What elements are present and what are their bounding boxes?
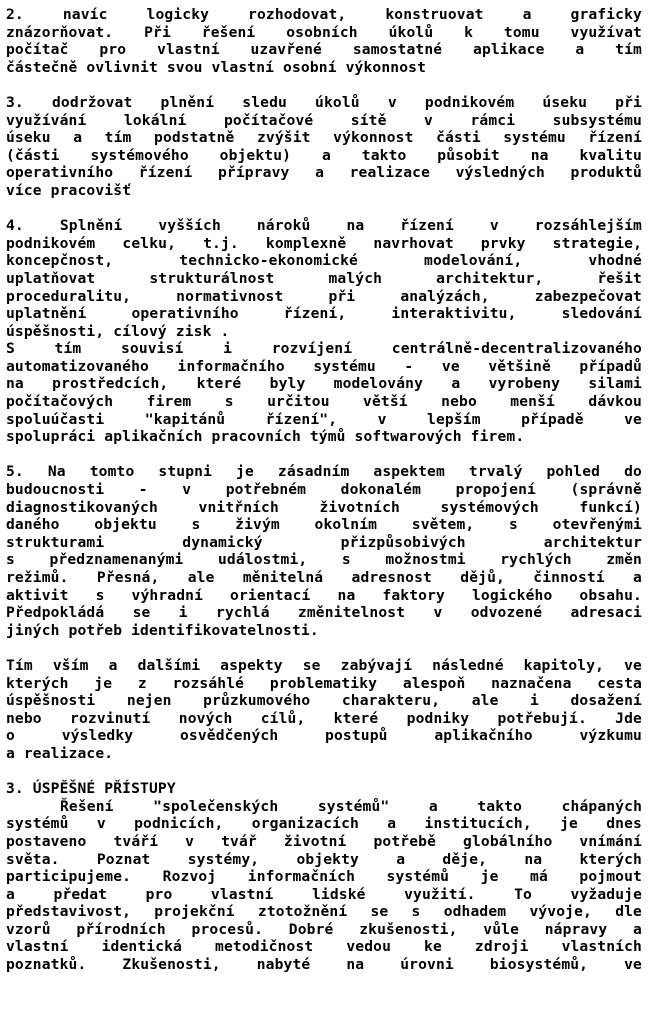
text-line: s předznamenanými událostmi, s možnostmi rychlých změn bbox=[6, 551, 642, 569]
text-line: počítačových firem s určitou větší nebo menší dávkou bbox=[6, 393, 642, 411]
text-line: vzorů přírodních procesů. Dobré zkušenosti, vůle nápravy a bbox=[6, 920, 642, 938]
text-line: využívání lokální počítačové sítě v rámci subsystému bbox=[6, 111, 642, 129]
text-line: spoluúčasti "kapitánů řízení", v lepším případě ve bbox=[6, 410, 642, 428]
text-line: diagnostikovaných vnitřních životních systémových funkcí) bbox=[6, 498, 642, 516]
text-line: částečně ovlivnit svou vlastní osobní výkonnost bbox=[6, 58, 427, 76]
text-line: znázorňovat. Při řešení osobních úkolů k tomu využívat bbox=[6, 23, 642, 41]
text-line: úspěšnosti nejen průzkumového charakteru, ale i dosažení bbox=[6, 692, 642, 710]
text-line: na prostředcích, které byly modelovány a vyrobeny silami bbox=[6, 375, 642, 393]
paragraph-point-4 bbox=[6, 217, 642, 446]
text-line: a předat pro vlastní lidské využití. To vyžaduje bbox=[6, 885, 642, 903]
paragraph-summary bbox=[6, 657, 642, 763]
text-line: strukturami dynamický přizpůsobivých architektur bbox=[6, 533, 642, 551]
text-line: operativního řízení přípravy a realizace výsledných produktů bbox=[6, 164, 642, 182]
text-line: S tím souvisí i rozvíjení centrálně-decentralizovaného bbox=[6, 340, 642, 358]
text-line: poznatků. Zkušenosti, nabyté na úrovni biosystémů, ve bbox=[6, 956, 642, 974]
text-line: koncepčnost, technicko-ekonomické modelování, vhodné bbox=[6, 252, 642, 270]
text-line: 2. navíc logicky rozhodovat, konstruovat a graficky bbox=[6, 6, 642, 23]
section-heading: 3. ÚSPĚŠNÉ PŘÍSTUPY bbox=[6, 780, 176, 798]
text-line: Tím vším a dalšími aspekty se zabývají následné kapitoly, ve bbox=[6, 656, 642, 674]
text-line: podnikovém celku, t.j. komplexně navrhovat prvky strategie, bbox=[6, 234, 642, 252]
text-line: vlastní identická metodičnost vedou ke zdroji vlastních bbox=[6, 938, 642, 956]
text-line: uplatnění operativního řízení, interaktivitu, sledování bbox=[6, 305, 642, 323]
text-line: spolupráci aplikačních pracovních týmů softwarových firem. bbox=[6, 428, 525, 446]
paragraph-point-3 bbox=[6, 94, 642, 200]
text-line: participujeme. Rozvoj informačních systémů je má pojmout bbox=[6, 868, 642, 886]
text-line: nebo rozvinutí nových cílů, které podniky potřebují. Jde bbox=[6, 709, 642, 727]
text-line: 3. dodržovat plnění sledu úkolů v podnikovém úseku při bbox=[6, 93, 642, 111]
text-line: 4. Splnění vyšších nároků na řízení v rozsáhlejším bbox=[6, 217, 642, 235]
text-line: Předpokládá se i rychlá změnitelnost v odvozené adresaci bbox=[6, 604, 642, 622]
text-line: Řešení "společenských systémů" a takto chápaných bbox=[60, 797, 642, 815]
text-line: 5. Na tomto stupni je zásadním aspektem trvalý pohled do bbox=[6, 463, 642, 481]
text-line: uplatňovat strukturálnost malých architektur, řešit bbox=[6, 269, 642, 287]
text-line: budoucnosti - v potřebném dokonalém propojení (správně bbox=[6, 481, 642, 499]
text-line: a realizace. bbox=[6, 744, 114, 762]
text-line: úseku a tím podstatně zvýšit výkonnost části systému řízení bbox=[6, 129, 642, 147]
document-page bbox=[6, 6, 642, 974]
text-line: systémů v podnicích, organizacích a institucích, je dnes bbox=[6, 815, 642, 833]
text-line: postaveno tváří v tvář životní potřebě globálního vnímání bbox=[6, 832, 642, 850]
paragraph-point-2 bbox=[6, 6, 642, 76]
text-line: proceduralitu, normativnost při analýzách, zabezpečovat bbox=[6, 287, 642, 305]
text-line: úspěšnosti, cílový zisk . bbox=[6, 322, 230, 340]
text-line: kterých je z rozsáhlé problematiky alespoň naznačena cesta bbox=[6, 674, 642, 692]
section-successful-approaches bbox=[6, 780, 642, 974]
text-line: automatizovaného informačního systému - ve většině případů bbox=[6, 357, 642, 375]
text-line: počítač pro vlastní uzavřené samostatné aplikace a tím bbox=[6, 41, 642, 59]
text-line: více pracovišť bbox=[6, 181, 132, 199]
text-line: světa. Poznat systémy, objekty a děje, na kterých bbox=[6, 850, 642, 868]
text-line: režimů. Přesná, ale měnitelná adresnost dějů, činností a bbox=[6, 569, 642, 586]
text-line: (části systémového objektu) a takto působit na kvalitu bbox=[6, 146, 642, 164]
text-line: jiných potřeb identifikovatelnosti. bbox=[6, 621, 319, 639]
text-line: aktivit s výhradní orientací na faktory logického obsahu. bbox=[6, 586, 642, 604]
text-line: o výsledky osvědčených postupů aplikačního výzkumu bbox=[6, 727, 642, 745]
paragraph-point-5 bbox=[6, 463, 642, 639]
text-line: daného objektu s živým okolním světem, s otevřenými bbox=[6, 516, 642, 534]
text-line: představivost, projekční ztotožnění se s odhadem vývoje, dle bbox=[6, 903, 642, 921]
